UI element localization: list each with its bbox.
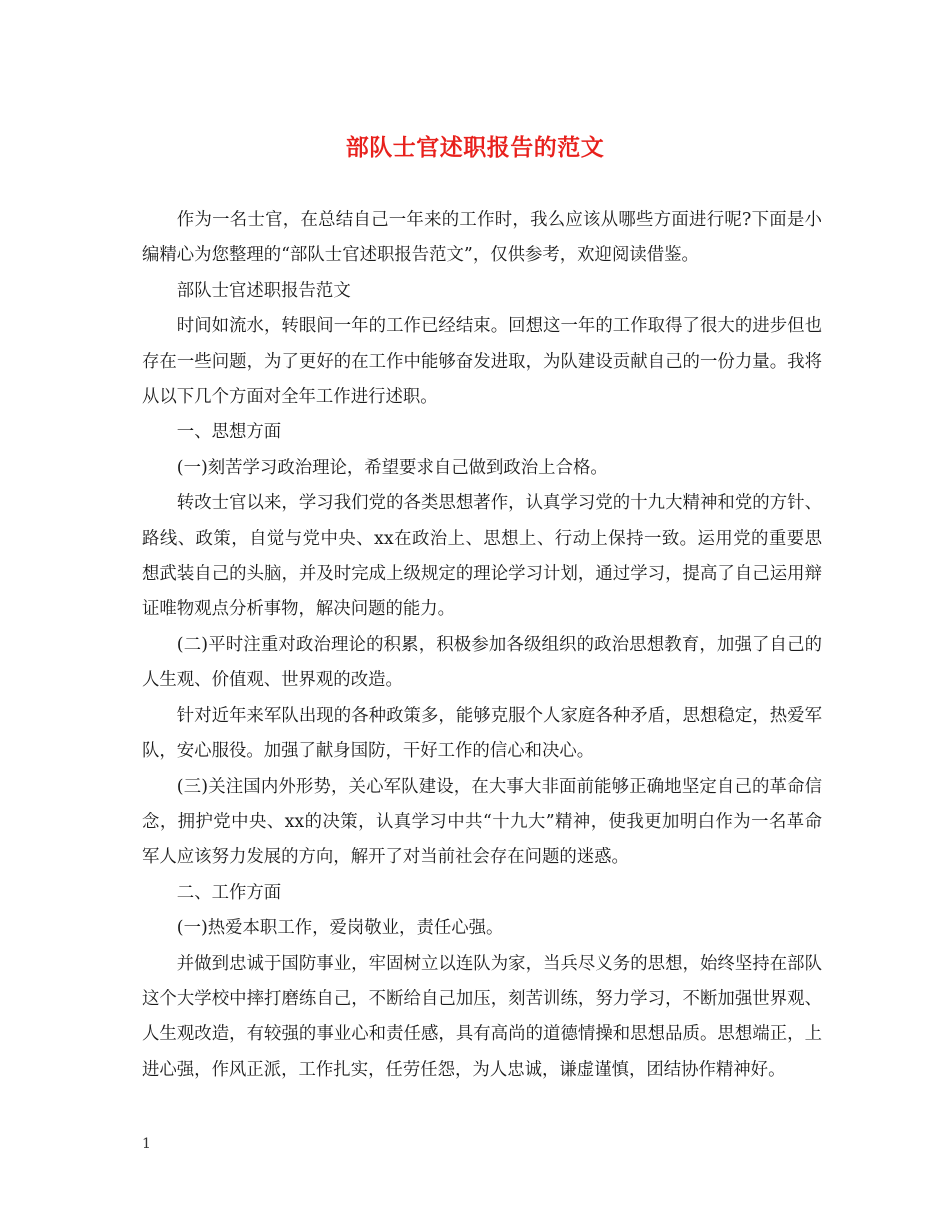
paragraph-body: 转改士官以来，学习我们党的各类思想著作，认真学习党的十九大精神和党的方针、路线、政策，自觉与党中央、xx在政治上、思想上、行动上保持一致。运用党的重要思想武装自己的头脑，并及时完成上级规定的理论学习计划，通过学习，提高了自己运用辩证唯物观点分析事物，解决问题的能力。 <box>142 493 822 620</box>
section-heading-work: 二、工作方面 <box>176 882 282 903</box>
paragraph-body: 并做到忠诚于国防事业，牢固树立以连队为家，当兵尽义务的思想，始终坚持在部队这个大学校中摔打磨练自己，不断给自己加压，刻苦训练，努力学习，不断加强世界观、人生观改造，有较强的事业心和责任感，具有高尚的道德情操和思想品质。思想端正，上进心强，作风正派，工作扎实，任劳任怨，为人忠诚，谦虚谨慎，团结协作精神好。 <box>142 953 822 1080</box>
paragraph-subtitle: 部队士官述职报告范文 <box>176 280 351 301</box>
document-title: 部队士官述职报告的范文 <box>345 134 605 161</box>
paragraph-opening: 时间如流水，转眼间一年的工作已经结束。回想这一年的工作取得了很大的进步但也存在一些问题，为了更好的在工作中能够奋发进取，为队建设贡献自己的一份力量。我将从以下几个方面对全年工作进行述职。 <box>142 316 822 408</box>
subsection-heading: (一)热爱本职工作，爱岗敬业，责任心强。 <box>176 918 504 939</box>
paragraph-intro: 作为一名士官，在总结自己一年来的工作时，我么应该从哪些方面进行呢?下面是小编精心为您整理的“部队士官述职报告范文”，仅供参考，欢迎阅读借鉴。 <box>142 210 822 266</box>
subsection-heading: (一)刻苦学习政治理论，希望要求自己做到政治上合格。 <box>176 457 608 478</box>
subsection-heading: (三)关注国内外形势，关心军队建设，在大事大非面前能够正确地坚定自己的革命信念，拥护党中央、xx的决策，认真学习中共“十九大”精神，使我更加明白作为一名革命军人应该努力发展的方向，解开了对当前社会存在问题的迷惑。 <box>142 776 822 868</box>
paragraph-body: 针对近年来军队出现的各种政策多，能够克服个人家庭各种矛盾，思想稳定，热爱军队，安心服役。加强了献身国防，干好工作的信心和决心。 <box>142 705 822 762</box>
subsection-heading: (二)平时注重对政治理论的积累，积极参加各级组织的政治思想教育，加强了自己的人生观、价值观、世界观的改造。 <box>142 634 822 691</box>
page-number: 1 <box>142 1136 151 1152</box>
section-heading-thought: 一、思想方面 <box>176 422 282 443</box>
document-body <box>142 203 822 1088</box>
